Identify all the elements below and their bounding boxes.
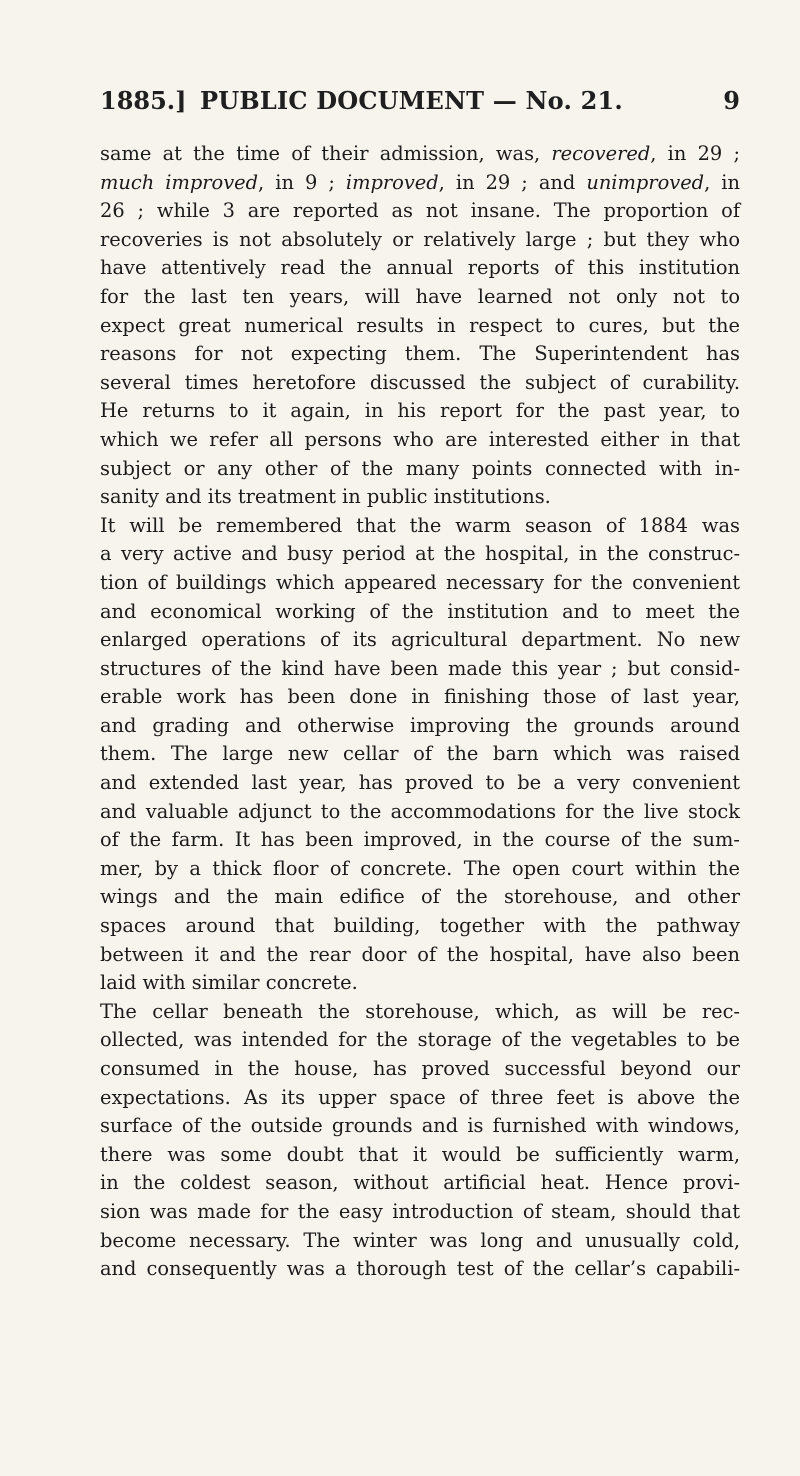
text-line: ollected, was intended for the storage of the vegetables to be	[100, 1028, 740, 1052]
text-line: several times heretofore discussed the subject of curability.	[100, 370, 740, 394]
text-line: sanity and its treatment in public institutions.	[100, 485, 551, 509]
text-line: He returns to it again, in his report for the past year, to	[100, 399, 740, 423]
text-line: and consequently was a thorough test of the cellar’s capabili-	[100, 1257, 740, 1281]
text-line: erable work has been done in finishing those of last year,	[100, 685, 740, 709]
text-line: expect great numerical results in respect to cures, but the	[100, 313, 740, 337]
text-line: which we refer all persons who are interested either in that	[100, 427, 740, 451]
text-line-1: same at the time of their admission, was, recovered, in 29 ;	[100, 142, 740, 165]
text-line: expectations. As its upper space of three feet is above the	[100, 1085, 740, 1109]
text-line: there was some doubt that it would be sufficiently warm,	[100, 1142, 740, 1166]
text-line: between it and the rear door of the hospital, have also been	[100, 942, 740, 966]
text-line: them. The large new cellar of the barn which was raised	[100, 742, 740, 766]
text-line: mer, by a thick floor of concrete. The open court within the	[100, 856, 740, 880]
text-line: subject or any other of the many points connected with in-	[100, 456, 740, 480]
text-line: consumed in the house, has proved successful beyond our	[100, 1057, 740, 1080]
header-year: 1885.]	[100, 86, 187, 115]
text-line: for the last ten years, will have learned not only not to	[100, 284, 740, 308]
text-line: become necessary. The winter was long and unusually cold,	[100, 1228, 740, 1252]
text-line: spaces around that building, together with the pathway	[100, 914, 740, 938]
text-line: The cellar beneath the storehouse, which, as will be rec-	[100, 999, 740, 1023]
text-line: and economical working of the institution and to meet the	[100, 599, 740, 623]
text-line: It will be remembered that the warm season of 1884 was	[100, 513, 740, 537]
text-line: laid with similar concrete.	[100, 971, 358, 995]
text-line: enlarged operations of its agricultural department. No new	[100, 628, 740, 652]
text-line: wings and the main edifice of the storehouse, and other	[100, 885, 740, 909]
text-line: and extended last year, has proved to be a very convenient	[100, 771, 740, 795]
text-line: have attentively read the annual reports of this institution	[100, 256, 740, 280]
text-line: a very active and busy period at the hospital, in the construc-	[100, 542, 740, 566]
text-line: of the farm. It has been improved, in the course of the sum-	[100, 828, 740, 852]
text-line: sion was made for the easy introduction of steam, should that	[100, 1199, 740, 1223]
body-text	[100, 140, 740, 1284]
header-title: PUBLIC DOCUMENT — No. 21.	[200, 86, 623, 115]
page-number: 9	[723, 86, 740, 115]
text-line: recoveries is not absolutely or relatively large ; but they who	[100, 227, 740, 251]
text-line: structures of the kind have been made this year ; but consid-	[100, 656, 740, 680]
text-line: 26 ; while 3 are reported as not insane. The proportion of	[100, 199, 740, 223]
text-line: and valuable adjunct to the accommodations for the live stock	[100, 799, 740, 823]
page-header	[100, 86, 740, 120]
text-line: tion of buildings which appeared necessary for the convenient	[100, 570, 740, 594]
text-line: surface of the outside grounds and is furnished with windows,	[100, 1114, 740, 1138]
text-line: reasons for not expecting them. The Superintendent has	[100, 342, 740, 366]
text-line: and grading and otherwise improving the grounds around	[100, 713, 740, 737]
text-line-2: much improved, in 9 ; improved, in 29 ; and unimproved, in	[100, 170, 740, 194]
text-line: in the coldest season, without artificial heat. Hence provi-	[100, 1171, 740, 1195]
